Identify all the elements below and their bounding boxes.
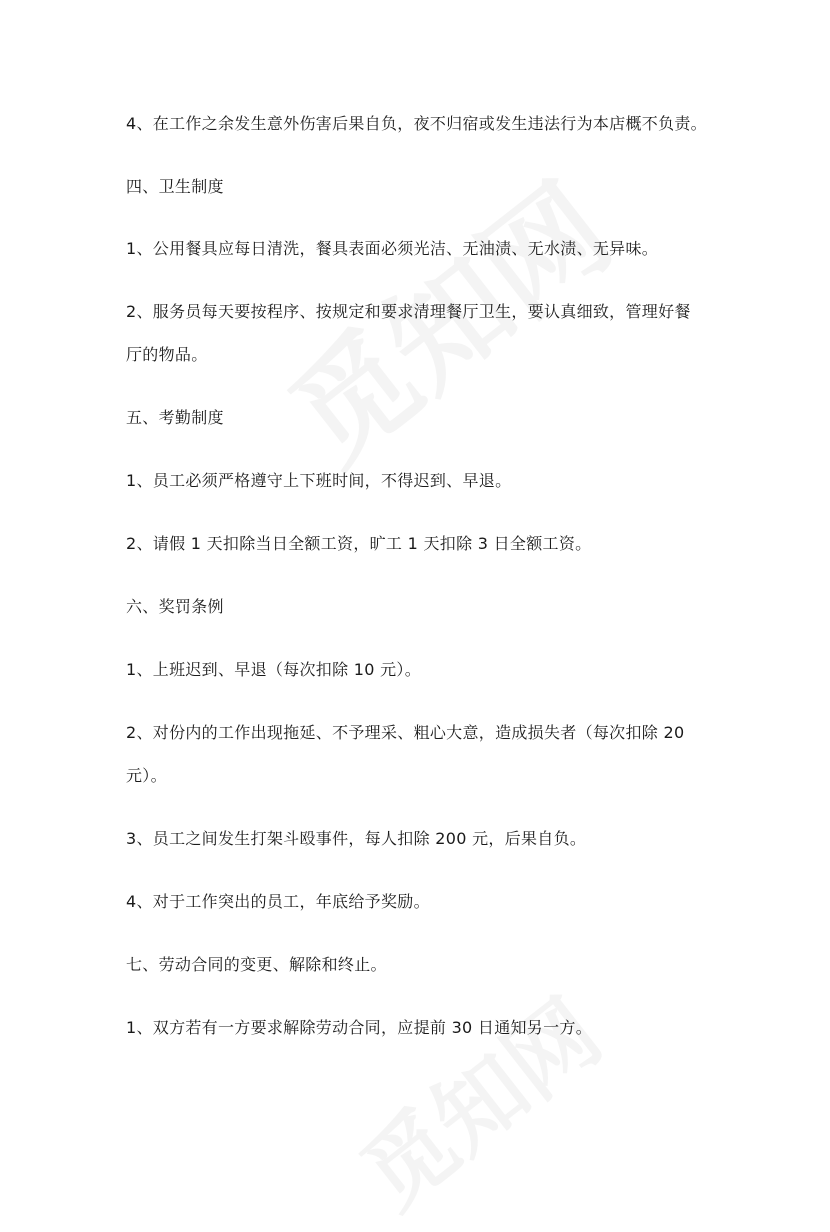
- paragraph-penalty-1: 1、上班迟到、早退（每次扣除 10 元）。: [126, 660, 422, 679]
- paragraph-reward-4: 4、对于工作突出的员工，年底给予奖励。: [126, 892, 430, 911]
- paragraph-contract-1: 1、双方若有一方要求解除劳动合同，应提前 30 日通知另一方。: [126, 1018, 593, 1037]
- watermark-bottom: [330, 964, 623, 1232]
- paragraph-attendance-1: 1、员工必须严格遵守上下班时间，不得迟到、早退。: [126, 471, 512, 490]
- paragraph-hygiene-1: 1、公用餐具应每日清洗，餐具表面必须光洁、无油渍、无水渍、无异味。: [126, 239, 659, 258]
- paragraph-attendance-2: 2、请假 1 天扣除当日全额工资，旷工 1 天扣除 3 日全额工资。: [126, 534, 592, 553]
- paragraph-hygiene-2-line-2: 厅的物品。: [126, 345, 208, 364]
- paragraph-penalty-3: 3、员工之间发生打架斗殴事件，每人扣除 200 元，后果自负。: [126, 829, 587, 848]
- paragraph-penalty-2-line-1: 2、对份内的工作出现拖延、不予理采、粗心大意，造成损失者（每次扣除 20: [126, 723, 685, 742]
- paragraph-rule-4-accident: 4、在工作之余发生意外伤害后果自负，夜不归宿或发生违法行为本店概不负责。: [126, 114, 707, 133]
- section-heading-attendance: 五、考勤制度: [126, 408, 224, 427]
- section-heading-hygiene: 四、卫生制度: [126, 177, 224, 196]
- paragraph-hygiene-2-line-1: 2、服务员每天要按程序、按规定和要求清理餐厅卫生，要认真细致，管理好餐: [126, 302, 691, 321]
- section-heading-labor-contract: 七、劳动合同的变更、解除和终止。: [126, 955, 387, 974]
- paragraph-penalty-2-line-2: 元）。: [126, 766, 167, 785]
- section-heading-rewards-penalties: 六、奖罚条例: [126, 597, 224, 616]
